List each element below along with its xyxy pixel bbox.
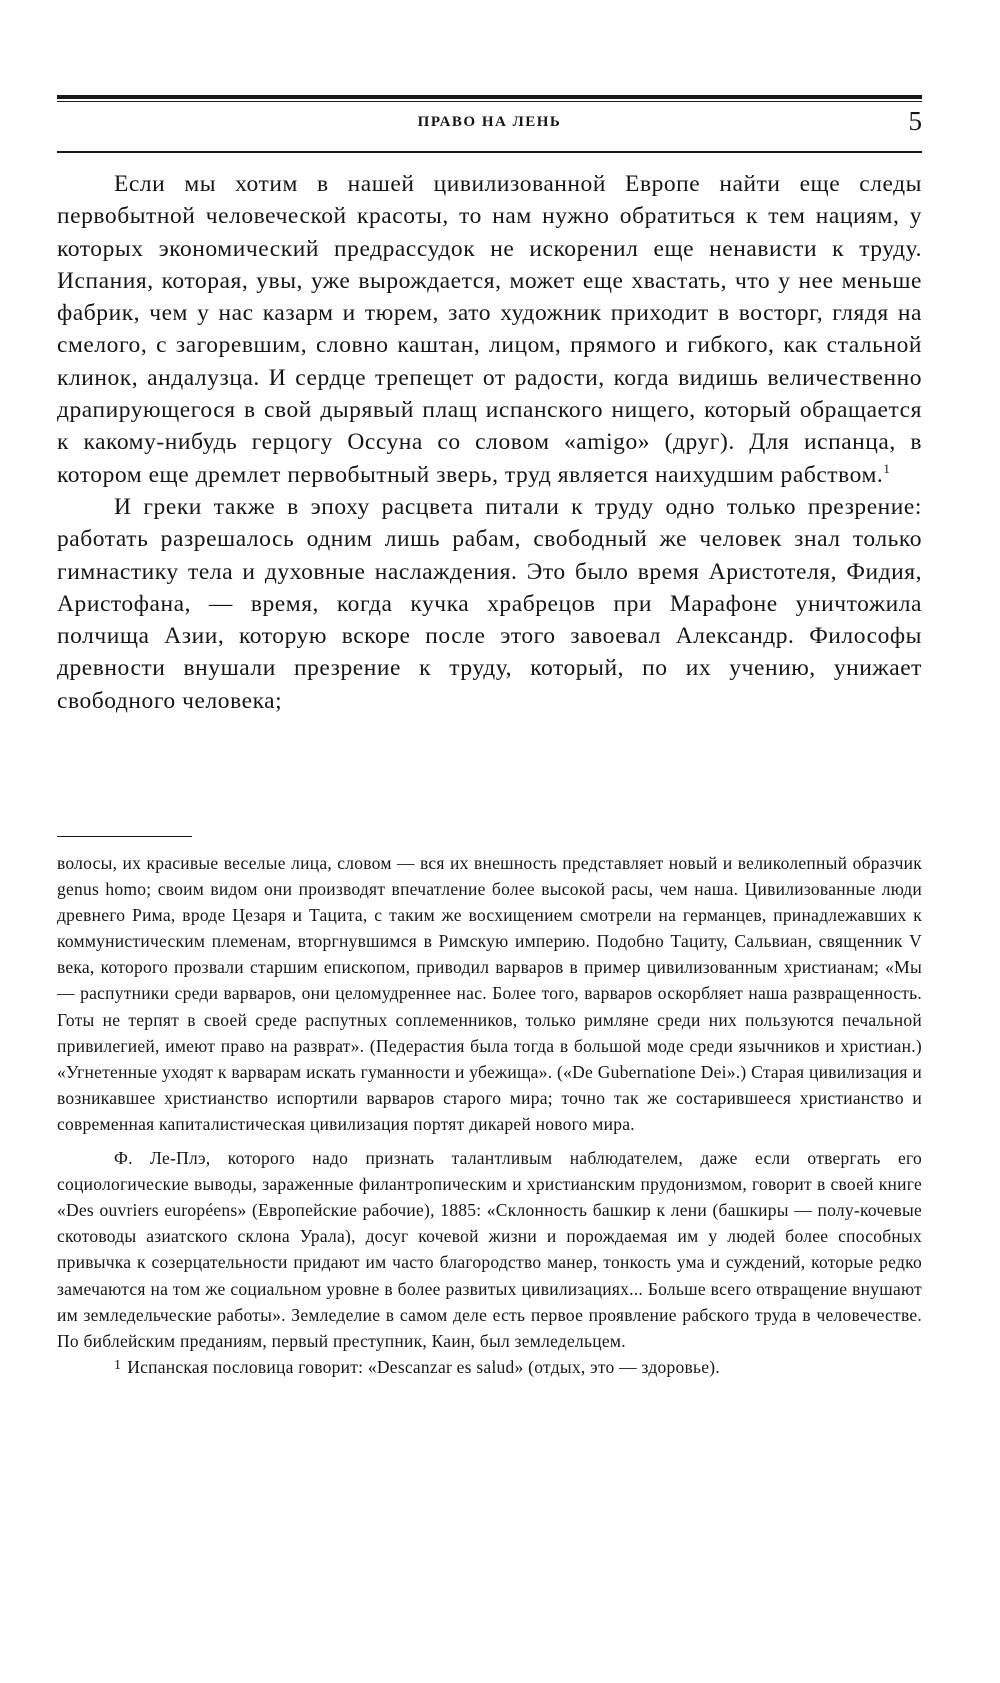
footnote-continued: волосы, их красивые веселые лица, словом — вся их внешность представляет новый и великолепный образчик genus homo; своим видом они производят впечатление более высокой расы, чем наша. Цивилизованные люди древнего Рима, вроде Цезаря и Тацита, с таким же восхищением смотрели на германцев, принадлежавших к коммунистическим племенам, вторгнувшимся в Римскую империю. Подобно Тациту, Сальвиан, священник V века, которого прозвали старшим епископом, приводил варваров в пример цивилизованным христианам; «Мы — распутники среди варваров, они целомудреннее нас. Более того, варваров оскорбляет наша развращенность. Готы не терпят в своей среде распутных соплеменников, только римляне среди них пользуются печальной привилегией, имеют право на разврат». (Педерастия была тогда в большой моде среди язычников и христиан.) «Угнетенные уходят к варварам искать гуманности и убежища». («De Gubernatione Dei».) Старая цивилизация и возникавшее христианство испортили варваров старого мира; точно так же состарившееся христианство и современная капиталистическая цивилизация портят дикарей нового мира. <box>57 853 922 1134</box>
paragraph-greeks: И греки также в эпоху расцвета питали к труду одно только презрение: работать разрешалось одним лишь рабам, свободный же человек знал только гимнастику тела и духовные наслаждения. Это было время Аристотеля, Фидия, Аристофана, — время, когда кучка храбрецов при Марафоне уничтожила полчища Азии, которую вскоре после этого завоевал Александр. Философы древности внушали презрение к труду, который, по их учению, унижает свободного человека; <box>57 493 922 714</box>
main-text <box>57 168 922 717</box>
footnote-1-mark: 1 <box>114 1357 122 1373</box>
footnote-separator <box>57 836 192 837</box>
footnote-1-text: Испанская пословица говорит: «Descanzar es salud» (отдых, это — здоровье). <box>127 1356 720 1377</box>
header-bottom-rule <box>57 151 922 153</box>
page-number: 5 <box>908 106 922 136</box>
paragraph-spain-text: Если мы хотим в нашей цивилизованной Европе найти еще следы первобытной человеческой красоты, то нам нужно обратиться к тем нациям, у которых экономический предрассудок не искоренил еще ненависти к труду. Испания, которая, увы, уже вырождается, может еще хвастать, что у нее меньше фабрик, чем у нас казарм и тюрем, зато художник приходит в восторг, глядя на смелого, с загоревшим, словно каштан, лицом, прямого и гибкого, как стальной клинок, андалузца. И сердце трепещет от радости, когда видишь величественно драпирующегося в свой дырявый плащ испанского нищего, который обращается к какому-нибудь герцогу Оссуна со словом «amigo» (друг). Для испанца, в котором еще дремлет первобытный зверь, труд является наихудшим рабством. <box>57 171 922 488</box>
footnote-reference: 1 <box>883 460 891 476</box>
header-top-rule-thin <box>57 101 922 102</box>
footnote-1 <box>57 1354 922 1380</box>
paragraph-spain <box>57 168 922 491</box>
running-title: ПРАВО НА ЛЕНЬ <box>417 114 562 130</box>
footnote-le-play: Ф. Ле-Плэ, которого надо признать талантливым наблюдателем, даже если отвергать его социологические выводы, зараженные филантропическим и христианским прудонизмом, говорит в своей книге «Des ouvriers européens» (Европейские рабочие), 1885: «Склонность башкир к лени (башкиры — полу-кочевые скотоводы азиатского склона Урала), досуг кочевой жизни и порождаемая им у людей более способных привычка к созерцательности придают им часто благородство манер, тонкость ума и суждений, которые редко замечаются на том же социальном уровне в более развитых цивилизациях... Больше всего отвращение внушают им земледельческие работы». Земледелие в самом деле есть первое проявление рабского труда в человечестве. По библейским преданиям, первый преступник, Каин, был земледельцем. <box>57 1148 922 1351</box>
header-top-rule <box>57 95 922 99</box>
footnotes <box>57 850 922 1380</box>
